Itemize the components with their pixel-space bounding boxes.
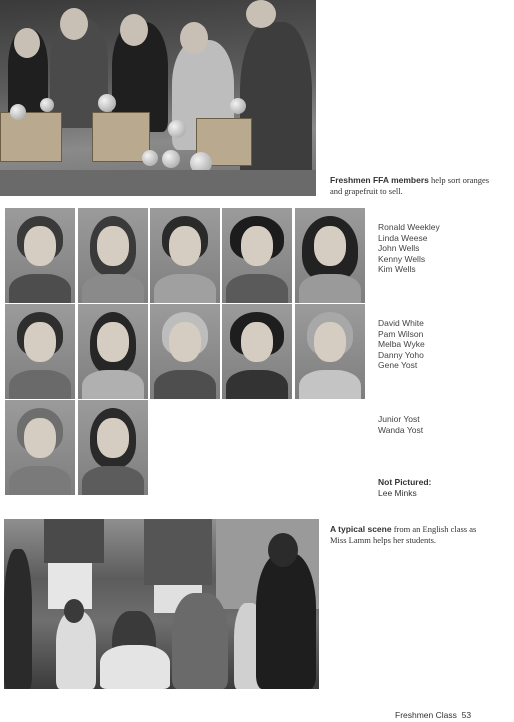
portrait (5, 400, 75, 495)
student-name: Kenny Wells (378, 253, 426, 264)
window (44, 519, 104, 563)
student-figure (100, 645, 170, 689)
name-list-row-3 (378, 414, 423, 435)
portrait (78, 400, 148, 495)
english-caption-text: from an English class as Miss Lamm helps her students. (330, 524, 477, 545)
student-name: Melba Wyke (378, 339, 425, 350)
student-head (60, 8, 88, 40)
portrait (5, 304, 75, 399)
student-name: Pam Wilson (378, 328, 424, 339)
fruit-box (0, 112, 62, 162)
student-name: Junior Yost (378, 414, 420, 424)
portrait (150, 304, 220, 399)
grapefruit (168, 120, 186, 138)
student-head (246, 0, 276, 28)
table-surface (0, 170, 316, 196)
orange (230, 98, 246, 114)
orange (142, 150, 158, 166)
window (144, 519, 212, 585)
orange (40, 98, 54, 112)
portrait (295, 208, 365, 303)
student-name: John Wells (378, 243, 420, 254)
student-figure (172, 593, 228, 689)
portrait (78, 304, 148, 399)
ffa-caption-text: help sort oranges and grapefruit to sell. (330, 175, 490, 196)
student-name: Linda Weese (378, 232, 428, 243)
section-title: Freshmen Class (395, 710, 457, 720)
page-number: 53 (461, 710, 472, 720)
page-footer (395, 710, 471, 720)
student-name: Danny Yoho (378, 349, 424, 360)
grapefruit (162, 150, 180, 168)
student-name: Ronald Weekley (378, 222, 440, 232)
fruit-box (92, 112, 150, 162)
english-caption-bold: A typical scene (330, 524, 392, 534)
student-name: Gene Yost (378, 360, 418, 371)
ffa-caption-bold: Freshmen FFA members (330, 175, 429, 185)
student-head (120, 14, 148, 46)
teacher-head (268, 533, 298, 567)
portrait (78, 208, 148, 303)
student-name: David White (378, 318, 424, 328)
portrait (222, 304, 292, 399)
student-name: Lee Minks (378, 488, 417, 498)
not-pictured-label: Not Pictured: (378, 477, 432, 487)
student-head (180, 22, 208, 54)
student-name: Kim Wells (378, 264, 416, 275)
ffa-photo (0, 0, 316, 196)
name-list-row-2 (378, 318, 425, 371)
student-figure (4, 549, 32, 689)
portrait (222, 208, 292, 303)
ffa-photo-caption (330, 175, 490, 197)
orange (10, 104, 26, 120)
teacher-figure (256, 553, 316, 689)
student-head (64, 599, 84, 623)
grapefruit (98, 94, 116, 112)
name-list-row-1 (378, 222, 440, 275)
student-name: Wanda Yost (378, 424, 424, 435)
not-pictured (378, 477, 431, 499)
student-head (14, 28, 40, 58)
portrait (5, 208, 75, 303)
portrait (150, 208, 220, 303)
english-class-photo (4, 519, 319, 689)
english-class-caption (330, 524, 488, 546)
portrait (295, 304, 365, 399)
